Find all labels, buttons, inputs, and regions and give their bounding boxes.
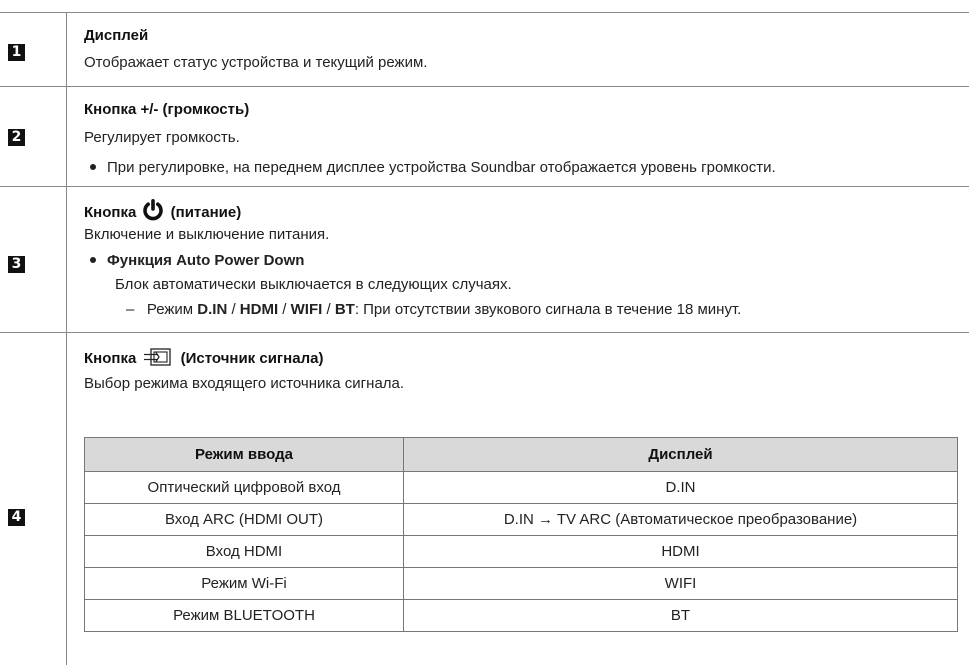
table-row [85,472,958,504]
item-number-badge: 4 [8,509,25,526]
mode-din: D.IN [197,301,228,318]
table-row [85,536,958,568]
mode-bt: BT [334,301,355,318]
column-divider [66,12,67,665]
bullet-item [90,159,776,176]
dash-mark: – [126,301,147,318]
header-input-mode: Режим ввода [85,438,404,472]
item-title [84,347,323,367]
table-row [85,568,958,600]
table-row [85,504,958,536]
item-number-badge: 1 [8,44,25,61]
dash-rest: : При отсутствии звукового сигнала в течение 18 минут. [354,301,742,318]
cell-mode: Вход HDMI [85,536,404,568]
header-display: Дисплей [404,438,958,472]
bullet-icon [90,257,96,263]
input-mode-table [84,437,958,632]
cell-mode: Вход ARC (HDMI OUT) [85,504,404,536]
divider [0,332,969,333]
cell-display: BT [404,600,958,632]
cell-mode: Оптический цифровой вход [85,472,404,504]
item-description: Отображает статус устройства и текущий режим. [84,54,428,71]
bullet-item [90,252,304,269]
item-title-prefix: Кнопка [84,204,137,221]
separator: / [326,301,331,318]
cell-mode: Режим BLUETOOTH [85,600,404,632]
item-description: Выбор режима входящего источника сигнала. [84,375,405,392]
cell-display: D.IN → TV ARC (Автоматическое преобразование) [404,504,958,536]
source-input-icon [143,347,173,367]
mode-wifi: WIFI [290,301,323,318]
divider [0,86,969,87]
cell-display: WIFI [404,568,958,600]
bullet-icon [90,164,96,170]
separator: / [231,301,236,318]
dash-prefix: Режим [146,301,194,318]
item-title-suffix: (питание) [170,204,242,221]
item-title: Кнопка +/- (громкость) [84,101,250,118]
item-title-suffix: (Источник сигнала) [180,350,324,367]
bullet-title: Функция Auto Power Down [107,252,305,269]
item-description: Включение и выключение питания. [84,226,330,243]
cell-mode: Режим Wi-Fi [85,568,404,600]
bullet-text: При регулировке, на переднем дисплее устройства Soundbar отображается уровень громкости. [107,159,776,176]
table-header-row [85,438,958,472]
mode-hdmi: HDMI [239,301,279,318]
item-number-badge: 3 [8,256,25,273]
cell-display: D.IN [404,472,958,504]
power-icon [142,199,164,221]
divider [0,12,969,13]
cell-display: HDMI [404,536,958,568]
item-title-prefix: Кнопка [84,350,137,367]
dash-item [126,301,741,318]
item-title [84,199,241,221]
item-number-badge: 2 [8,129,25,146]
divider [0,186,969,187]
item-title: Дисплей [84,27,149,44]
table-row [85,600,958,632]
item-description: Регулирует громкость. [84,129,240,146]
bullet-description: Блок автоматически выключается в следующих случаях. [115,276,512,293]
separator: / [282,301,287,318]
